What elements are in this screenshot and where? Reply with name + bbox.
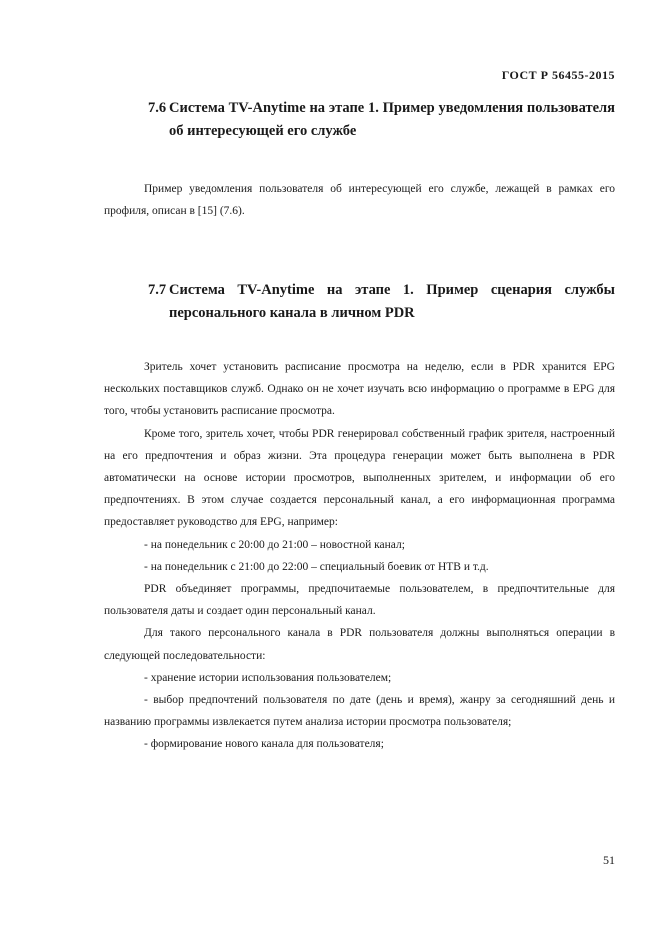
- section-7-6-body: [104, 178, 615, 222]
- section-7-6-heading: [148, 97, 615, 143]
- section-7-7-number: 7.7: [148, 282, 167, 298]
- list-item: - хранение истории использования пользователем;: [144, 671, 392, 684]
- section-7-7-title: Система TV-Anytime на этапе 1. Пример сценария службы персонального канала в личном PDR: [169, 282, 615, 321]
- page-number: 51: [603, 853, 615, 867]
- paragraph: Кроме того, зритель хочет, чтобы PDR генерировал собственный график зрителя, настроенный на его предпочтения и образ жизни. Эта процедура генерации может быть выполнена в PDR автоматически на основе истории просмотров, выполненных зрителем, и информации об его предпочтениях. В этом случае создается персональный канал, а его информационная программа предоставляет руководство для EPG, например:: [104, 427, 615, 529]
- paragraph: Для такого персонального канала в PDR пользователя должны выполняться операции в следующей последовательности:: [104, 627, 615, 662]
- section-7-6: [148, 97, 615, 143]
- list-item: - формирование нового канала для пользователя;: [144, 738, 384, 751]
- section-7-7: [148, 279, 615, 325]
- section-7-6-title: Система TV-Anytime на этапе 1. Пример уведомления пользователя об интересующей его службе: [169, 100, 615, 139]
- list-item: - на понедельник с 20:00 до 21:00 – новостной канал;: [144, 538, 405, 551]
- section-7-7-body: [104, 356, 615, 756]
- list-item: - на понедельник с 21:00 до 22:00 – специальный боевик от НТВ и т.д.: [144, 560, 489, 573]
- section-7-7-heading: [148, 279, 615, 325]
- section-7-6-number: 7.6: [148, 100, 167, 116]
- list-item: - выбор предпочтений пользователя по дате (день и время), жанру за сегодняшний день и названию программы извлекается путем анализа истории просмотра пользователя;: [104, 694, 615, 729]
- paragraph: Зритель хочет установить расписание просмотра на неделю, если в PDR хранится EPG нескольких поставщиков служб. Однако он не хочет изучать всю информацию о программе в EPG для того, чтобы установить расписание просмотра.: [104, 361, 615, 418]
- paragraph: Пример уведомления пользователя об интересующей его службе, лежащей в рамках его профиля, описан в [15] (7.6).: [104, 183, 615, 218]
- standard-code-header: ГОСТ Р 56455-2015: [501, 68, 615, 82]
- paragraph: PDR объединяет программы, предпочитаемые пользователем, в предпочтительные для пользователя даты и создает один персональный канал.: [104, 583, 615, 618]
